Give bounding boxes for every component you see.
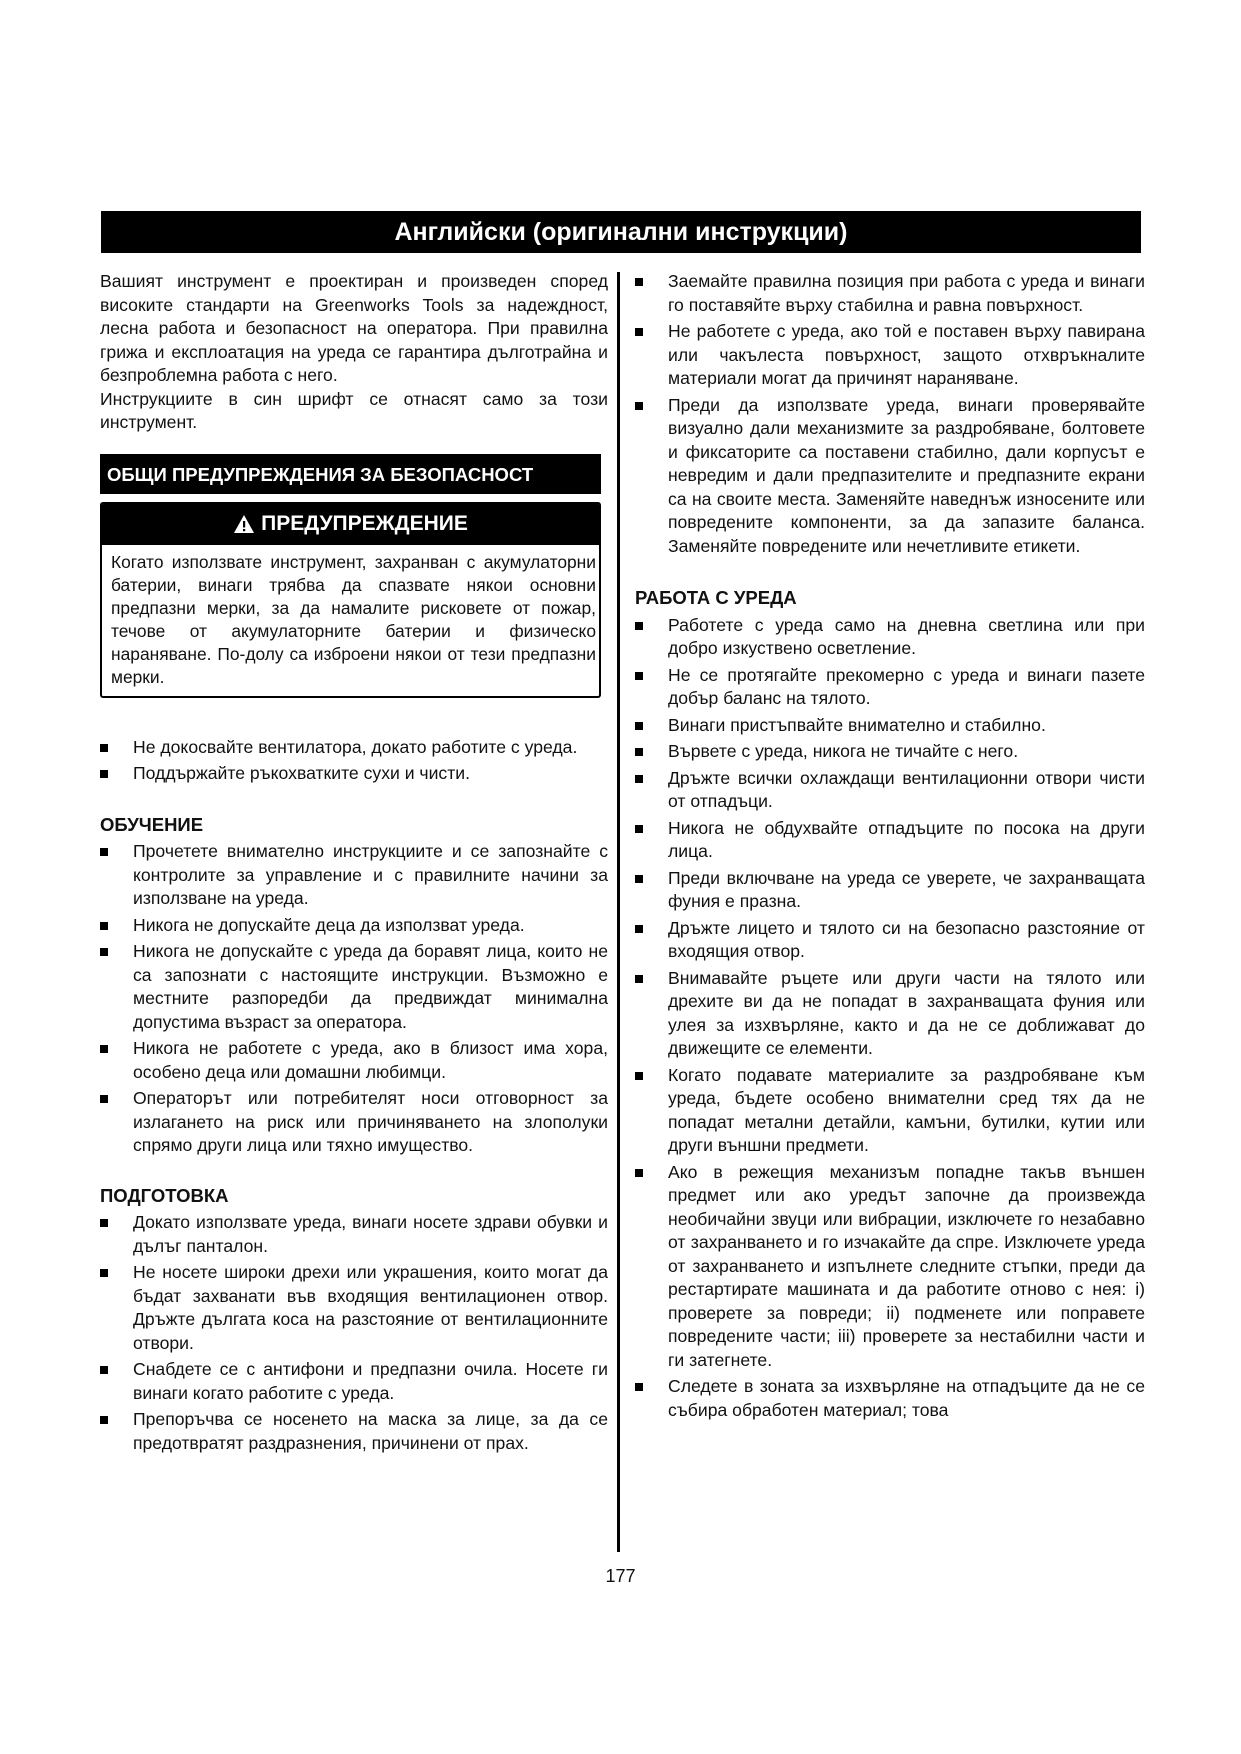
list-item: Работете с уреда само на дневна светлина или при добро изкуствено осветление. — [635, 614, 1145, 661]
column-divider — [617, 272, 620, 1552]
list-item: Внимавайте ръцете или други части на тялото или дрехите ви да не попадат в захранващата фуния или улея за изхвърляне, както и да не се доближават до движещите се елементи. — [635, 967, 1145, 1061]
list-item: Никога не допускайте с уреда да боравят лица, които не са запознати с настоящите инструкции. Възможно е местните разпоредби да предвиждат минимална допустима възраст за оператора. — [100, 940, 608, 1034]
preparation-list — [100, 1211, 608, 1455]
bullet-square-icon — [100, 1219, 108, 1227]
list-item: Не носете широки дрехи или украшения, които могат да бъдат захванати във входящия вентилационен отвор. Дръжте дългата коса на разстояние от вентилационните отвори. — [100, 1261, 608, 1355]
list-item: Преди включване на уреда се уверете, че захранващата фуния е празна. — [635, 867, 1145, 914]
bullet-square-icon — [635, 748, 643, 756]
intro-note: Инструкциите в син шрифт се отнасят само за този инструмент. — [100, 388, 608, 432]
general-safety-list — [100, 736, 608, 786]
list-item: Когато подавате материалите за раздробяване към уреда, бъдете особено внимателни сред тях да не попадат метални детайли, камъни, бутилки, кутии или други външни предмети. — [635, 1064, 1145, 1158]
bullet-square-icon — [100, 948, 108, 956]
bullet-square-icon — [635, 875, 643, 883]
list-item: Не се протягайте прекомерно с уреда и винаги пазете добър баланс на тялото. — [635, 664, 1145, 711]
list-item: Операторът или потребителят носи отговорност за излагането на риск или причиняването на злополуки спрямо други лица или тяхно имущество. — [100, 1087, 608, 1158]
list-item: Прочетете внимателно инструкциите и се запознайте с контролите за управление и с правилните начини за използване на уреда. — [100, 840, 608, 911]
warning-triangle-icon — [233, 514, 255, 534]
list-item: Докато използвате уреда, винаги носете здрави обувки и дълъг панталон. — [100, 1211, 608, 1258]
bullet-square-icon — [100, 848, 108, 856]
bullet-square-icon — [635, 622, 643, 630]
general-safety-heading: ОБЩИ ПРЕДУПРЕЖДЕНИЯ ЗА БЕЗОПАСНОСТ — [100, 454, 601, 495]
bullet-square-icon — [100, 1366, 108, 1374]
warning-text: Когато използвате инструмент, захранван с акумулаторни батерии, винаги трябва да спазвате някои основни предпазни мерки, за да намалите рисковете от пожар, течове от акумулаторните батерии и физическо нараняване. По-долу са изброени някои от тези предпазни мерки. — [111, 551, 596, 687]
page-number: 177 — [605, 1566, 636, 1586]
left-column — [100, 270, 608, 1458]
preparation-heading: ПОДГОТОВКА — [100, 1184, 229, 1206]
page-title-bar — [101, 211, 1141, 253]
bullet-square-icon — [100, 1045, 108, 1053]
list-item: Ако в режещия механизъм попадне такъв външен предмет или ако уредът започне да произвежда необичайни звуци или вибрации, изключете го незабавно от захранването и го изчакайте да спре. Изключете уреда от захранването и изпълнете следните стъпки, преди да рестартирате машината и да работите отново с нея: i) проверете за повреди; ii) подменете или поправете повредените части; iii) проверете за нестабилни части и ги затегнете. — [635, 1161, 1145, 1373]
training-list — [100, 840, 608, 1158]
bullet-square-icon — [100, 770, 108, 778]
preparation-continued-list — [635, 270, 1145, 558]
bullet-square-icon — [635, 278, 643, 286]
bullet-square-icon — [635, 825, 643, 833]
list-item: Дръжте всички охлаждащи вентилационни отвори чисти от отпадъци. — [635, 767, 1145, 814]
list-item: Преди да използвате уреда, винаги проверявайте визуално дали механизмите за раздробяване, болтовете и фиксаторите са поставени стабилно, дали корпусът е невредим и дали предпазителите и предпазните екрани са на своите места. Заменяйте наведнъж износените или повредените компоненти, за да запазите баланса. Заменяйте повредените или нечетливите етикети. — [635, 394, 1145, 559]
training-heading: ОБУЧЕНИЕ — [100, 813, 204, 835]
bullet-square-icon — [635, 672, 643, 680]
list-item: Дръжте лицето и тялото си на безопасно разстояние от входящия отвор. — [635, 917, 1145, 964]
bullet-square-icon — [100, 1416, 108, 1424]
intro-paragraph: Вашият инструмент е проектиран и произведен според високите стандарти на Greenworks Tools за надеждност, лесна работа и безопасност на оператора. При правилна грижа и експлоатация на уреда се гарантира дълготрайна и безпроблемна работа с него. — [100, 271, 608, 385]
warning-box — [100, 502, 601, 698]
list-item: Никога не обдухвайте отпадъците по посока на други лица. — [635, 817, 1145, 864]
list-item: Поддържайте ръкохватките сухи и чисти. — [100, 762, 608, 786]
bullet-square-icon — [635, 1383, 643, 1391]
warning-heading: ПРЕДУПРЕЖДЕНИЕ — [261, 512, 468, 535]
bullet-square-icon — [635, 1072, 643, 1080]
bullet-square-icon — [635, 722, 643, 730]
operation-list — [635, 614, 1145, 1423]
bullet-square-icon — [635, 1169, 643, 1177]
operation-heading: РАБОТА С УРЕДА — [635, 587, 797, 608]
bullet-square-icon — [635, 775, 643, 783]
bullet-square-icon — [635, 402, 643, 410]
bullet-square-icon — [635, 975, 643, 983]
list-item: Следете в зоната за изхвърляне на отпадъците да не се събира обработен материал; това — [635, 1375, 1145, 1422]
bullet-square-icon — [635, 328, 643, 336]
list-item: Никога не работете с уреда, ако в близост има хора, особено деца или домашни любимци. — [100, 1037, 608, 1084]
right-column — [635, 270, 1145, 1425]
list-item: Никога не допускайте деца да използват уреда. — [100, 914, 608, 938]
list-item: Винаги пристъпвайте внимателно и стабилно. — [635, 714, 1145, 738]
warning-header — [102, 504, 599, 545]
page-title: Английски (оригинални инструкции) — [394, 217, 848, 246]
bullet-square-icon — [100, 1269, 108, 1277]
list-item: Заемайте правилна позиция при работа с уреда и винаги го поставяйте върху стабилна и равна повърхност. — [635, 270, 1145, 317]
list-item: Не докосвайте вентилатора, докато работите с уреда. — [100, 736, 608, 760]
list-item: Вървете с уреда, никога не тичайте с него. — [635, 740, 1145, 764]
list-item: Препоръчва се носенето на маска за лице, за да се предотвратят раздразнения, причинени от прах. — [100, 1408, 608, 1455]
bullet-square-icon — [100, 922, 108, 930]
bullet-square-icon — [100, 1095, 108, 1103]
bullet-square-icon — [100, 744, 108, 752]
list-item: Снабдете се с антифони и предпазни очила. Носете ги винаги когато работите с уреда. — [100, 1358, 608, 1405]
bullet-square-icon — [635, 925, 643, 933]
list-item: Не работете с уреда, ако той е поставен върху павирана или чакълеста повърхност, защото отхвръкналите материали могат да причинят нараняване. — [635, 320, 1145, 391]
